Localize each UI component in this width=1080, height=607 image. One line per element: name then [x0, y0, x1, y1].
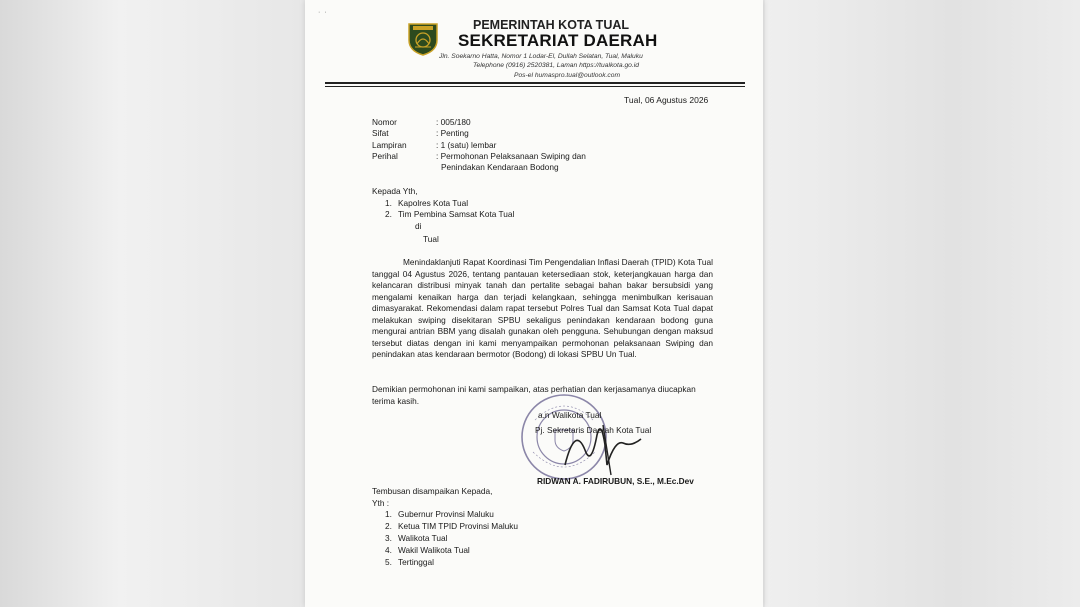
letterhead-rule-thick — [325, 82, 745, 84]
recipients-di: di — [415, 221, 422, 231]
letter-date: Tual, 06 Agustus 2026 — [624, 95, 709, 105]
letter-body: Menindaklanjuti Rapat Koordinasi Tim Pengendalian Inflasi Daerah (TPID) Kota Tual tanggal 04 Agustus 2026, tentang pantauan ketersediaan stok, keterjangkauan harga dan kelancaran distribusi minyak tanah dan pertalite sebagai bahan bakar bersubsidi yang mengalami kenaikan harga dan terjadi kelangkaan, sehingga menimbulkan kerisauan dimasyarakat. Rekomendasi dalam rapat tersebut Polres Tual dan Samsat Kota Tual dapat melakukan swiping disekitaran SPBU sekaligus penindakan kendaraan bodong guna mengurai antrian BBM yang disalah gunakan oleh pengguna. Sehubungan dengan maksud tersebut diatas dengan ini kami menyampaikan permohonan pelaksanaan Swiping dan penindakan atas kendaraan bermotor (Bodong) di lokasi SPBU Un Tual. — [372, 257, 713, 359]
background-right — [765, 0, 1080, 607]
copy-number: 5. — [385, 557, 392, 567]
recipient-text: Tim Pembina Samsat Kota Tual — [398, 209, 515, 219]
recipients-heading: Kepada Yth, — [372, 186, 418, 196]
meta-perihal — [372, 151, 586, 161]
meta-nomor-value: : 005/180 — [436, 117, 471, 127]
copy-item — [385, 521, 518, 531]
recipient-item — [385, 209, 514, 219]
copy-text: Walikota Tual — [398, 533, 448, 543]
meta-nomor-label: Nomor — [372, 117, 397, 127]
copies-heading: Tembusan disampaikan Kepada, — [372, 486, 493, 496]
letterhead-telephone: Telephone (0916) 2520381, Laman https://tualkota.go.id — [473, 62, 639, 69]
recipient-number: 2. — [385, 209, 392, 219]
meta-perihal-label: Perihal — [372, 151, 398, 161]
meta-sifat-value: : Penting — [436, 128, 469, 138]
letter-page — [305, 0, 763, 607]
copy-number: 2. — [385, 521, 392, 531]
meta-lampiran-label: Lampiran — [372, 140, 407, 150]
meta-sifat-label: Sifat — [372, 128, 389, 138]
city-emblem-icon — [405, 20, 441, 56]
copy-number: 1. — [385, 509, 392, 519]
copy-text: Tertinggal — [398, 557, 434, 567]
copies-yth: Yth : — [372, 498, 390, 508]
letterhead-address: Jln. Soekarno Hatta, Nomor 1 Lodar-El, Dullah Selatan, Tual, Maluku — [439, 53, 643, 60]
signature-on-behalf: a.n Walikota Tual — [538, 410, 602, 420]
recipients-place: Tual — [423, 234, 439, 244]
copy-item — [385, 557, 434, 567]
meta-perihal-value-cont: Penindakan Kendaraan Bodong — [441, 162, 559, 172]
meta-nomor — [372, 117, 471, 127]
meta-perihal-value: : Permohonan Pelaksanaan Swiping dan — [436, 151, 586, 161]
scan-specks: · · — [318, 9, 328, 16]
copy-number: 4. — [385, 545, 392, 555]
copy-number: 3. — [385, 533, 392, 543]
letterhead-rule-thin — [325, 86, 745, 87]
signer-name: RIDWAN A. FADIRUBUN, S.E., M.Ec.Dev — [537, 476, 694, 486]
recipient-number: 1. — [385, 198, 392, 208]
recipient-item — [385, 198, 468, 208]
copy-text: Gubernur Provinsi Maluku — [398, 509, 494, 519]
signature-acting: Pj. Sekretaris Daerah Kota Tual — [535, 425, 652, 435]
recipient-text: Kapolres Kota Tual — [398, 198, 469, 208]
letterhead-office: SEKRETARIAT DAERAH — [458, 31, 658, 50]
copy-item — [385, 545, 470, 555]
copy-text: Ketua TIM TPID Provinsi Maluku — [398, 521, 519, 531]
meta-lampiran — [372, 140, 496, 150]
letterhead-government: PEMERINTAH KOTA TUAL — [473, 18, 630, 32]
letterhead-email: Pos-el humaspro.tual@outlook.com — [514, 72, 621, 79]
copy-item — [385, 509, 494, 519]
background-left — [0, 0, 300, 607]
meta-lampiran-value: : 1 (satu) lembar — [436, 140, 497, 150]
copy-text: Wakil Walikota Tual — [398, 545, 470, 555]
meta-sifat — [372, 128, 469, 138]
letter-closing: Demikian permohonan ini kami sampaikan, atas perhatian dan kerjasamanya diucapkan terima kasih. — [372, 384, 696, 406]
copy-item — [385, 533, 448, 543]
